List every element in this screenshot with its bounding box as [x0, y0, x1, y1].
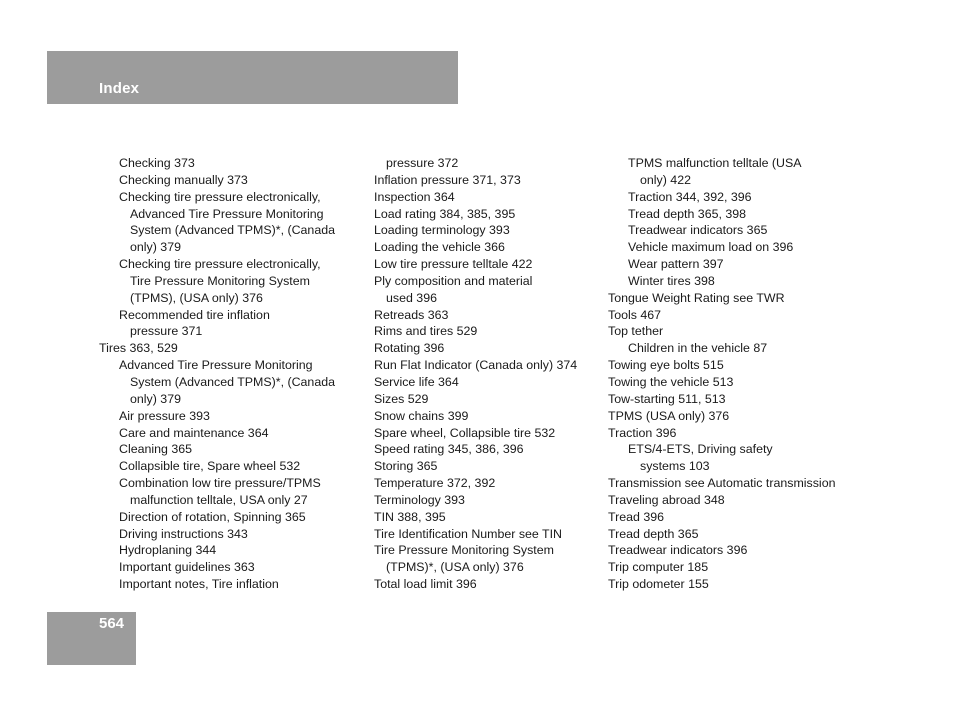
index-entry: Retreads 363	[374, 307, 449, 322]
index-entry: Tow-starting 511, 513	[608, 391, 726, 406]
index-entry: Checking tire pressure electronically,	[119, 189, 321, 204]
index-entry: Low tire pressure telltale 422	[374, 257, 533, 272]
index-entry: Cleaning 365	[119, 442, 193, 457]
index-entry: Load rating 384, 385, 395	[374, 206, 516, 221]
index-entry: Collapsible tire, Spare wheel 532	[119, 459, 301, 474]
index-entry: Tread depth 365, 398	[628, 206, 747, 221]
index-entry: Children in the vehicle 87	[628, 341, 768, 356]
index-entry: pressure 372	[386, 156, 459, 170]
index-column-2	[374, 155, 604, 593]
index-entry: Spare wheel, Collapsible tire 532	[374, 425, 556, 440]
index-entry: Inflation pressure 371, 373	[374, 172, 521, 187]
index-entry: Direction of rotation, Spinning 365	[119, 509, 306, 524]
index-entry: Checking manually 373	[119, 172, 248, 187]
index-entry: Winter tires 398	[628, 273, 715, 288]
index-entry: System (Advanced TPMS)*, (Canada	[130, 223, 335, 238]
index-entry: Air pressure 393	[119, 408, 210, 423]
section-title: Index	[99, 80, 140, 97]
index-entry: Rotating 396	[374, 341, 445, 356]
index-entry: Treadwear indicators 396	[608, 543, 748, 558]
index-entry: only) 422	[640, 172, 691, 187]
index-entry: Advanced Tire Pressure Monitoring	[130, 206, 324, 221]
index-entry: Tongue Weight Rating see TWR	[608, 290, 785, 305]
index-entry: only) 379	[130, 391, 181, 406]
index-entry: Terminology 393	[374, 492, 465, 507]
index-entry: Total load limit 396	[374, 577, 477, 592]
index-entry: Tire Identification Number see TIN	[374, 526, 563, 541]
index-entry: TIN 388, 395	[374, 509, 446, 524]
index-entry: malfunction telltale, USA only 27	[130, 492, 308, 507]
index-entry: Snow chains 399	[374, 408, 469, 423]
index-entry: only) 379	[130, 240, 181, 255]
index-entry: Tools 467	[608, 307, 662, 322]
index-entry: Important notes, Tire inflation	[119, 577, 279, 592]
index-entry: Care and maintenance 364	[119, 425, 269, 440]
index-entry: Tread 396	[608, 509, 665, 524]
index-entry: Towing the vehicle 513	[608, 374, 734, 389]
index-entry: ETS/4-ETS, Driving safety	[628, 442, 773, 457]
index-entry: TPMS (USA only) 376	[608, 408, 730, 423]
index-entry: (TPMS)*, (USA only) 376	[386, 560, 524, 575]
index-entry: Tire Pressure Monitoring System	[374, 543, 554, 558]
index-entry: Vehicle maximum load on 396	[628, 240, 794, 255]
index-entry: systems 103	[640, 459, 710, 474]
index-entry: Driving instructions 343	[119, 526, 248, 541]
index-entry: Loading the vehicle 366	[374, 240, 505, 255]
index-entry: Sizes 529	[374, 391, 429, 406]
index-entry: Checking 373	[119, 156, 195, 170]
index-entry: Tire Pressure Monitoring System	[130, 273, 310, 288]
index-entry: Hydroplaning 344	[119, 543, 217, 558]
index-entry: Ply composition and material	[374, 273, 533, 288]
index-entry: Top tether	[608, 324, 664, 339]
index-entry: used 396	[386, 290, 437, 305]
index-entry: Tires 363, 529	[99, 341, 178, 356]
index-entry: Wear pattern 397	[628, 257, 724, 272]
index-entry: Checking tire pressure electronically,	[119, 257, 321, 272]
index-entry: Tread depth 365	[608, 526, 699, 541]
index-entry: Recommended tire inflation	[119, 307, 270, 322]
index-entry: Inspection 364	[374, 189, 455, 204]
page-number: 564	[99, 615, 125, 632]
index-entry: Storing 365	[374, 459, 438, 474]
index-column-1	[99, 155, 361, 593]
index-entry: Towing eye bolts 515	[608, 358, 724, 373]
index-entry: Rims and tires 529	[374, 324, 478, 339]
index-entry: Run Flat Indicator (Canada only) 374	[374, 358, 578, 373]
index-entry: TPMS malfunction telltale (USA	[628, 156, 802, 170]
index-entry: Advanced Tire Pressure Monitoring	[119, 358, 313, 373]
index-entry: (TPMS), (USA only) 376	[130, 290, 263, 305]
index-entry: Traveling abroad 348	[608, 492, 725, 507]
index-entry: Trip computer 185	[608, 560, 709, 575]
index-entry: Combination low tire pressure/TPMS	[119, 476, 321, 491]
index-entry: Transmission see Automatic transmission	[608, 476, 836, 491]
index-entry: Service life 364	[374, 374, 459, 389]
index-entry: Traction 396	[608, 425, 677, 440]
index-entry: Traction 344, 392, 396	[628, 189, 752, 204]
index-column-3	[608, 155, 858, 593]
index-entry: System (Advanced TPMS)*, (Canada	[130, 374, 335, 389]
index-entry: Loading terminology 393	[374, 223, 510, 238]
index-entry: pressure 371	[130, 324, 203, 339]
index-entry: Trip odometer 155	[608, 577, 709, 592]
page-number-box	[47, 612, 136, 665]
index-entry: Important guidelines 363	[119, 560, 255, 575]
header-bar	[47, 51, 458, 104]
index-entry: Treadwear indicators 365	[628, 223, 768, 238]
index-entry: Speed rating 345, 386, 396	[374, 442, 524, 457]
index-entry: Temperature 372, 392	[374, 476, 496, 491]
